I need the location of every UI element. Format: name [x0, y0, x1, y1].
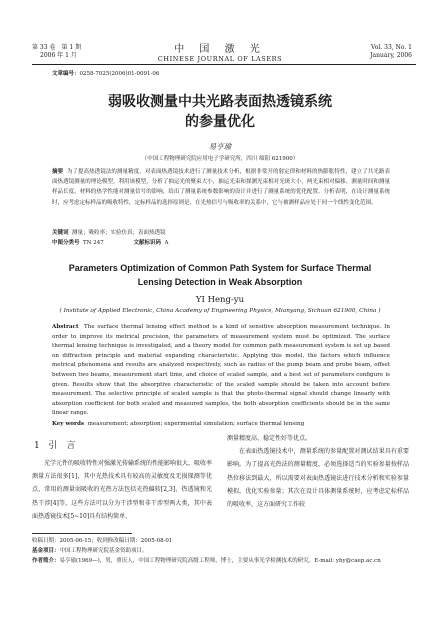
article-number-label: 文章编号：: [52, 71, 80, 77]
classification-zh: [52, 239, 390, 247]
abstract-en-label: Abstract: [52, 324, 79, 330]
clc-value: TN 247: [83, 240, 104, 246]
paper-title-zh: [0, 92, 440, 132]
keywords-zh: [52, 229, 390, 237]
affiliation-zh: （中国工程物理研究院应用电子学研究所，四川 绵阳 621900）: [141, 156, 299, 162]
keywords-en: [52, 420, 390, 428]
abstract-zh-text: 为了提高热透镜法的测量精度，对表面热透镜技术进行了测量技术分析，根据非常开的射定律和材料的热膨胀特性，建立了共光路表面热透镜测量的理论模型。利用该模型，分析了抽运光的聚束大小，抽运光束和探测光束相对光斑大小，两光束相对偏移、测量时间和测量样品长度、材料的热学性能对测量信号的影响，给出了测量系统参数影响的设计并进行了测量系统的优化配置。分析表明，在设计测量系统时，应考虑定标样品的吸收特性，定标样品的选择原则是，在光热信号与吸收率的关系中，它与被测样品应处于同一个线性变化范围。: [52, 169, 390, 206]
section-title: 引 言: [48, 441, 76, 451]
abstract-en-text: The surface thermal lensing effect method is a kind of sensitive absorption measurement technique. In order to improve its metrical precision, the parameters of measurement system must be optimized. The surface thermal lensing technique is investigated, and a theory model for common path measurement system is set up based on diffraction principle and material expanding characteristic. Applying this model, the factors which influence metrical phenomena and results are analyzed respectively, such as radius of the pump beam and probe beam, offset between two beams, measurement start time, and choice of scaled sample, and a best set of parameters configure is given. Results show that the absorptive characteristic of the scaled sample should be taken into account before measurement. The selective principle of scaled sample is that the photo-thermal signal should change linearly with absorption coefficient for both scaled and measured samples, the both absorption coefficients should be in the same linear range.: [52, 324, 390, 417]
abstract-zh: [52, 167, 390, 208]
fund-text: 中国工程物理研究院基金资助项目。: [59, 548, 148, 554]
journal-name-en: CHINESE JOURNAL OF LASERS: [157, 55, 283, 63]
paper-title-en: [30, 262, 410, 289]
keywords-en-text: measurement; absorption; experimental simulation; surface thermal lensing: [87, 421, 305, 427]
clc-label: 中图分类号: [52, 240, 80, 246]
footnote-received: 收稿日期：2005-06-15；收到修改稿日期：2005-08-01: [32, 538, 173, 544]
body-text-right: [227, 432, 409, 511]
header-rule: [32, 64, 416, 65]
abstract-zh-label: 摘要: [52, 169, 64, 175]
body-right-p1: 测量精度高、稳定性好等优点。: [227, 435, 312, 442]
abstract-en: [52, 323, 390, 419]
title-en-line2: Lensing Detection in Weak Absorption: [137, 276, 303, 287]
body-right-p2: 在表面热透镜技术中，测量系统的参量配置对测试结果具有重要影响。为了提高光热法的测量精度，必须选择适当的实验参量按样品热位移法到最大，所以需要对表面热透镜法进行技术分析和实验参量模拟。优化实验参量；其次在设计具体测量系统时，应考虑定标样品的吸收率，这方面研究工作较: [227, 448, 409, 509]
volume-label: 第 33 卷 第 1 期: [32, 44, 82, 51]
date-zh: 2006 年 1 月: [40, 51, 77, 59]
affiliation-en: ( Institute of Applied Electronic, China Academy of Engineering Physics, Mianyang, Sichuan 621900, China ): [59, 308, 381, 314]
footnote-author: [32, 557, 412, 565]
title-zh-line2: 的参量优化: [185, 114, 255, 130]
author-en: YI Heng-yu: [195, 295, 245, 305]
title-en-line1: Parameters Optimization of Common Path System for Surface Thermal: [68, 263, 372, 273]
keywords-en-label: Key words: [52, 421, 85, 427]
footnote-rule: [32, 533, 132, 534]
author-zh: 易亨瑜: [208, 142, 232, 151]
keywords-zh-text: 测量；吸收率；实验仿真；表面热透镜: [72, 230, 166, 236]
doc-code-value: A: [164, 240, 169, 246]
section-number: 1: [34, 441, 40, 451]
journal-name-zh: 中 国 激 光: [174, 44, 266, 55]
article-number-value: 0258-7025(2006)01-0091-06: [79, 71, 160, 77]
article-number: [52, 69, 159, 77]
volume-en: Vol. 33, No. 1: [371, 44, 412, 51]
journal-volume-en: [370, 44, 412, 59]
fund-label: 基金项目：: [32, 548, 60, 554]
author-bio-text: 易亨瑜(1969—)，男，重庆人，中国工程物理研究院高级工程师，博士，主要从事光学检测技术的研究。E-mail: yhy@caep.ac.cn: [59, 558, 381, 564]
section-heading: [34, 438, 75, 451]
title-zh-line1: 弱吸收测量中共光路表面热透镜系统: [108, 94, 332, 110]
date-en: January, 2006: [370, 51, 412, 59]
doc-code-label: 文献标识码: [133, 240, 162, 246]
body-text-left: 光学元件的吸收特性对强激光传输系统的性能影响很大，吸收率测量方法很多[1]，其中光热技术具有较高的灵敏度及无损探测等优点，常用的测量弱吸收的光热方法包括光热偏转[2,3]，热透镜和光热干涉[4]等，这些方法可以分为干涉型和非干涉型两大类，其中表面热透镜技术[5~10]具有结构简单、: [32, 460, 213, 520]
author-bio-label: 作者简介：: [32, 558, 60, 564]
footnote-fund: [32, 547, 412, 555]
keywords-zh-label: 关键词: [52, 230, 69, 236]
